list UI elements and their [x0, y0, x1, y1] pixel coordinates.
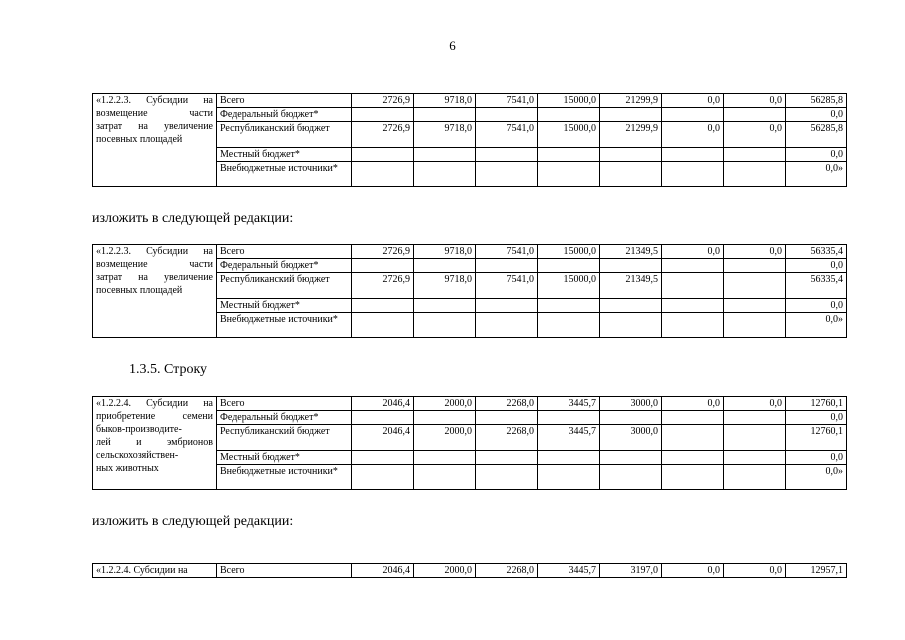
year-value-cell: [352, 259, 414, 273]
year-value-cell: [538, 313, 600, 338]
year-value-cell: [662, 313, 724, 338]
year-value-cell: [538, 411, 600, 425]
year-value-cell: 2268,0: [476, 425, 538, 451]
year-value-cell: [476, 259, 538, 273]
budget-table: [92, 563, 847, 578]
year-value-cell: 0,0: [662, 245, 724, 259]
year-value-cell: [600, 299, 662, 313]
description-line: сельскохозяйствен-: [96, 450, 179, 461]
year-value-cell: [724, 108, 786, 122]
year-value-cell: [724, 425, 786, 451]
year-value-cell: [662, 108, 724, 122]
year-value-cell: [414, 148, 476, 162]
year-value-cell: [352, 465, 414, 490]
funding-source: Внебюджетные источники*: [217, 162, 352, 187]
funding-source: Внебюджетные источники*: [217, 465, 352, 490]
year-value-cell: [662, 148, 724, 162]
budget-table: [92, 244, 847, 338]
year-value-cell: 3000,0: [600, 425, 662, 451]
total-cell: 0,0»: [786, 313, 847, 338]
year-value-cell: [662, 273, 724, 299]
year-value-cell: [414, 411, 476, 425]
year-value-cell: 3445,7: [538, 425, 600, 451]
table-row: [93, 94, 847, 108]
year-value-cell: [538, 465, 600, 490]
year-value-cell: [724, 299, 786, 313]
description-line: посевных площадей: [96, 285, 183, 296]
year-value-cell: [538, 148, 600, 162]
measure-description: [93, 94, 217, 187]
year-value-cell: 3445,7: [538, 564, 600, 578]
table-row: [93, 564, 847, 578]
year-value-cell: 3445,7: [538, 397, 600, 411]
edit-heading-2: изложить в следующей редакции:: [92, 514, 294, 529]
year-value-cell: [476, 411, 538, 425]
year-value-cell: [724, 451, 786, 465]
year-value-cell: 0,0: [724, 245, 786, 259]
year-value-cell: [662, 465, 724, 490]
year-value-cell: 2726,9: [352, 122, 414, 148]
description-line: «1.2.2.3. Субсидии на: [96, 246, 213, 257]
year-value-cell: [352, 299, 414, 313]
year-value-cell: [414, 259, 476, 273]
description-line: затрат на увеличение: [96, 272, 213, 283]
funding-source: Всего: [217, 94, 352, 108]
description-line: ных животных: [96, 463, 159, 474]
total-cell: 0,0: [786, 411, 847, 425]
year-value-cell: 2046,4: [352, 425, 414, 451]
year-value-cell: [600, 162, 662, 187]
year-value-cell: [600, 148, 662, 162]
description-line: «1.2.2.4. Субсидии на: [96, 398, 213, 409]
year-value-cell: [538, 259, 600, 273]
table-row: [93, 397, 847, 411]
measure-description: [93, 564, 217, 578]
year-value-cell: [538, 108, 600, 122]
edit-heading-1: изложить в следующей редакции:: [92, 211, 294, 226]
year-value-cell: 2000,0: [414, 425, 476, 451]
year-value-cell: [414, 313, 476, 338]
year-value-cell: 7541,0: [476, 273, 538, 299]
funding-source: Республиканский бюджет: [217, 122, 352, 148]
funding-source: Всего: [217, 397, 352, 411]
measure-description: [93, 245, 217, 338]
year-value-cell: [662, 451, 724, 465]
year-value-cell: [352, 148, 414, 162]
year-value-cell: 9718,0: [414, 245, 476, 259]
total-cell: 0,0: [786, 148, 847, 162]
year-value-cell: [662, 425, 724, 451]
year-value-cell: [662, 259, 724, 273]
year-value-cell: [414, 465, 476, 490]
year-value-cell: [352, 313, 414, 338]
total-cell: 12957,1: [786, 564, 847, 578]
funding-source: Всего: [217, 245, 352, 259]
year-value-cell: 7541,0: [476, 94, 538, 108]
year-value-cell: 15000,0: [538, 273, 600, 299]
year-value-cell: [724, 465, 786, 490]
year-value-cell: [662, 411, 724, 425]
total-cell: 0,0»: [786, 465, 847, 490]
year-value-cell: 2268,0: [476, 397, 538, 411]
year-value-cell: [352, 108, 414, 122]
year-value-cell: 2000,0: [414, 564, 476, 578]
year-value-cell: [476, 108, 538, 122]
year-value-cell: [476, 299, 538, 313]
year-value-cell: 3197,0: [600, 564, 662, 578]
year-value-cell: 0,0: [724, 94, 786, 108]
year-value-cell: 0,0: [662, 564, 724, 578]
year-value-cell: 7541,0: [476, 245, 538, 259]
description-line: посевных площадей: [96, 134, 183, 145]
funding-source: Местный бюджет*: [217, 451, 352, 465]
total-cell: 0,0: [786, 299, 847, 313]
year-value-cell: [724, 148, 786, 162]
description-line: «1.2.2.4. Субсидии на: [96, 565, 188, 576]
year-value-cell: 21349,5: [600, 245, 662, 259]
description-line: быков-производите-: [96, 424, 182, 435]
year-value-cell: 9718,0: [414, 94, 476, 108]
year-value-cell: [724, 162, 786, 187]
description-line: затрат на увеличение: [96, 121, 213, 132]
year-value-cell: 21349,5: [600, 273, 662, 299]
year-value-cell: 2726,9: [352, 245, 414, 259]
year-value-cell: [352, 411, 414, 425]
year-value-cell: 2000,0: [414, 397, 476, 411]
year-value-cell: 0,0: [724, 397, 786, 411]
description-line: «1.2.2.3. Субсидии на: [96, 95, 213, 106]
funding-source: Республиканский бюджет: [217, 425, 352, 451]
year-value-cell: [600, 411, 662, 425]
description-line: возмещение части: [96, 259, 213, 270]
year-value-cell: 2726,9: [352, 273, 414, 299]
year-value-cell: [662, 299, 724, 313]
year-value-cell: [476, 313, 538, 338]
year-value-cell: 7541,0: [476, 122, 538, 148]
year-value-cell: 0,0: [662, 94, 724, 108]
year-value-cell: [476, 162, 538, 187]
year-value-cell: 3000,0: [600, 397, 662, 411]
year-value-cell: [600, 108, 662, 122]
year-value-cell: 9718,0: [414, 122, 476, 148]
year-value-cell: [600, 451, 662, 465]
year-value-cell: 15000,0: [538, 245, 600, 259]
funding-source: Местный бюджет*: [217, 148, 352, 162]
year-value-cell: [724, 411, 786, 425]
year-value-cell: [724, 273, 786, 299]
funding-source: Внебюджетные источники*: [217, 313, 352, 338]
year-value-cell: [662, 162, 724, 187]
year-value-cell: [414, 108, 476, 122]
description-line: приобретение семени: [96, 411, 213, 422]
year-value-cell: 21299,9: [600, 122, 662, 148]
funding-source: Федеральный бюджет*: [217, 108, 352, 122]
year-value-cell: 0,0: [724, 122, 786, 148]
total-cell: 12760,1: [786, 425, 847, 451]
budget-table: [92, 93, 847, 187]
total-cell: 12760,1: [786, 397, 847, 411]
description-line: возмещение части: [96, 108, 213, 119]
year-value-cell: 15000,0: [538, 94, 600, 108]
total-cell: 0,0: [786, 259, 847, 273]
year-value-cell: [352, 162, 414, 187]
year-value-cell: 2268,0: [476, 564, 538, 578]
page-number: 6: [449, 38, 456, 53]
year-value-cell: 21299,9: [600, 94, 662, 108]
year-value-cell: 9718,0: [414, 273, 476, 299]
measure-description: [93, 397, 217, 490]
year-value-cell: 0,0: [662, 397, 724, 411]
funding-source: Местный бюджет*: [217, 299, 352, 313]
year-value-cell: 0,0: [724, 564, 786, 578]
description-line: лей и эмбрионов: [96, 437, 213, 448]
section-heading: 1.3.5. Строку: [129, 362, 208, 377]
year-value-cell: [476, 465, 538, 490]
year-value-cell: 2046,4: [352, 397, 414, 411]
year-value-cell: [476, 451, 538, 465]
year-value-cell: [600, 313, 662, 338]
year-value-cell: [414, 162, 476, 187]
funding-source: Федеральный бюджет*: [217, 259, 352, 273]
year-value-cell: [600, 465, 662, 490]
total-cell: 0,0: [786, 108, 847, 122]
year-value-cell: [600, 259, 662, 273]
total-cell: 56285,8: [786, 94, 847, 108]
funding-source: Федеральный бюджет*: [217, 411, 352, 425]
year-value-cell: 2046,4: [352, 564, 414, 578]
table-row: [93, 245, 847, 259]
year-value-cell: [538, 451, 600, 465]
funding-source: Республиканский бюджет: [217, 273, 352, 299]
funding-source: Всего: [217, 564, 352, 578]
year-value-cell: [476, 148, 538, 162]
year-value-cell: [352, 451, 414, 465]
year-value-cell: [724, 313, 786, 338]
year-value-cell: [414, 451, 476, 465]
total-cell: 56335,4: [786, 273, 847, 299]
year-value-cell: 0,0: [662, 122, 724, 148]
total-cell: 56335,4: [786, 245, 847, 259]
budget-table: [92, 396, 847, 490]
year-value-cell: [724, 259, 786, 273]
total-cell: 0,0: [786, 451, 847, 465]
year-value-cell: [538, 162, 600, 187]
year-value-cell: 15000,0: [538, 122, 600, 148]
year-value-cell: [414, 299, 476, 313]
year-value-cell: [538, 299, 600, 313]
total-cell: 56285,8: [786, 122, 847, 148]
total-cell: 0,0»: [786, 162, 847, 187]
year-value-cell: 2726,9: [352, 94, 414, 108]
